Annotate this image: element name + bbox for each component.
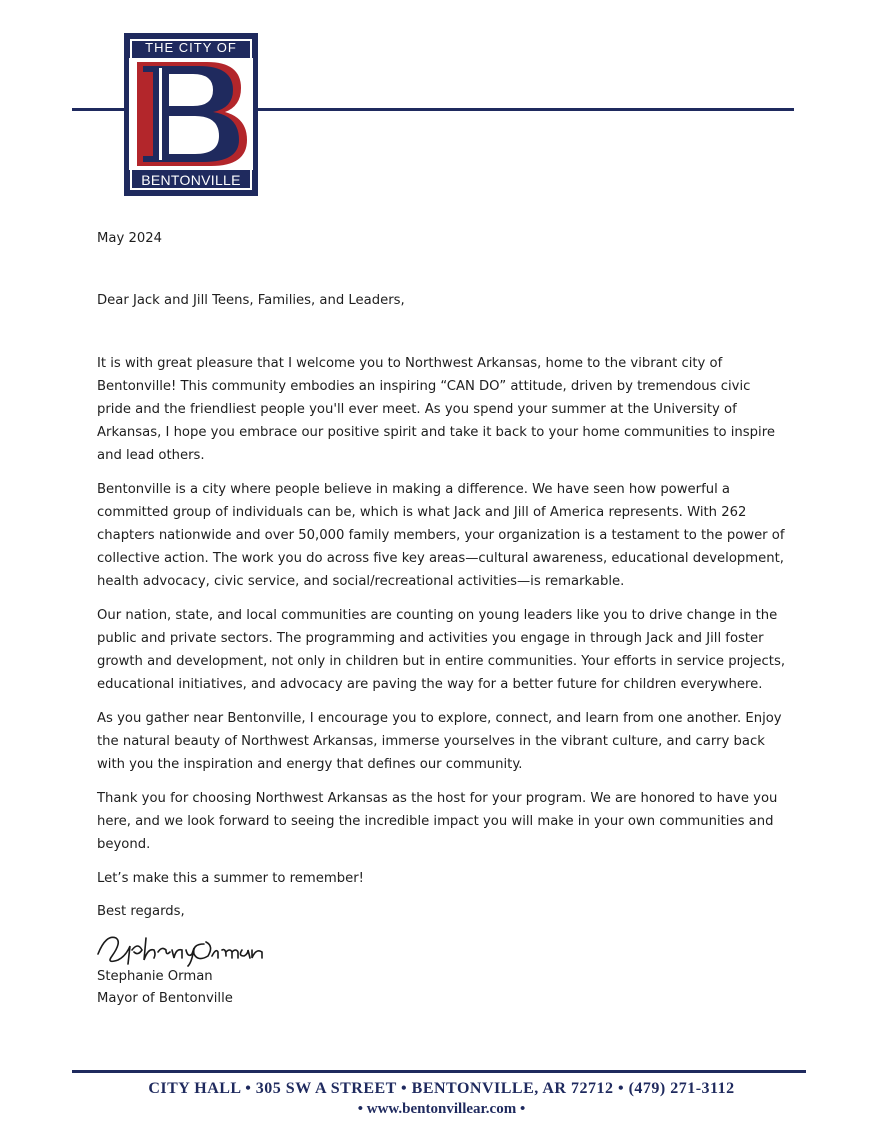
logo-emblem xyxy=(129,58,253,170)
logo-b-counter-bottom xyxy=(169,116,219,154)
letter-closing: Best regards, xyxy=(97,904,185,919)
logo-bottom-text: BENTONVILLE xyxy=(141,172,241,188)
footer-rule xyxy=(72,1070,806,1073)
footer-address: CITY HALL • 305 SW A STREET • BENTONVILLE, AR 72712 • (479) 271-3112 xyxy=(148,1080,735,1097)
logo-b-counter-top xyxy=(169,74,213,106)
city-logo xyxy=(124,33,258,196)
logo-b-stripe xyxy=(159,68,162,160)
footer-website: • www.bentonvillear.com • xyxy=(357,1101,526,1117)
paragraph: Our nation, state, and local communities are counting on young leaders like you to drive change in the public and private sectors. The programming and activities you engage in through Jack and Jill foster growth and development, not only in children but in entire communities. Your efforts in service projects, educational initiatives, and advocacy are paving the way for a better future for children everywhere. xyxy=(97,608,786,692)
header-rule-left xyxy=(72,108,124,111)
signer-name: Stephanie Orman xyxy=(97,969,213,984)
paragraph: Bentonville is a city where people believe in making a difference. We have seen how powerful a committed group of individuals can be, which is what Jack and Jill of America represents. With 262 chapters nationwide and over 50,000 family members, your organization is a testament to the power of collective action. The work you do across five key areas—cultural awareness, educational development, health advocacy, civic service, and social/recreational activities—is remarkable. xyxy=(97,482,785,589)
letter-salutation: Dear Jack and Jill Teens, Families, and Leaders, xyxy=(97,293,405,308)
paragraph: Let’s make this a summer to remember! xyxy=(97,871,364,886)
paragraph: As you gather near Bentonville, I encourage you to explore, connect, and learn from one another. Enjoy the natural beauty of Northwest Arkansas, immerse yourselves in the vibrant culture, and carry back with you the inspiration and energy that defines our community. xyxy=(97,711,782,772)
logo-top-text: THE CITY OF xyxy=(145,40,237,55)
letter-date: May 2024 xyxy=(97,231,163,246)
paragraph: It is with great pleasure that I welcome you to Northwest Arkansas, home to the vibrant city of Bentonville! This community embodies an inspiring “CAN DO” attitude, driven by tremendous civic pride and the friendliest people you'll ever meet. As you spend your summer at the University of Arkansas, I hope you embrace our positive spirit and take it back to your home communities to inspire and lead others. xyxy=(97,356,775,463)
signature-image xyxy=(92,920,282,970)
signer-title: Mayor of Bentonville xyxy=(97,991,233,1006)
logo-b-icon xyxy=(129,58,253,170)
header-rule-right xyxy=(258,108,794,111)
letter-body xyxy=(97,352,787,901)
paragraph: Thank you for choosing Northwest Arkansas as the host for your program. We are honored to have you here, and we look forward to seeing the incredible impact you will make in your own communities and beyond. xyxy=(97,791,778,852)
